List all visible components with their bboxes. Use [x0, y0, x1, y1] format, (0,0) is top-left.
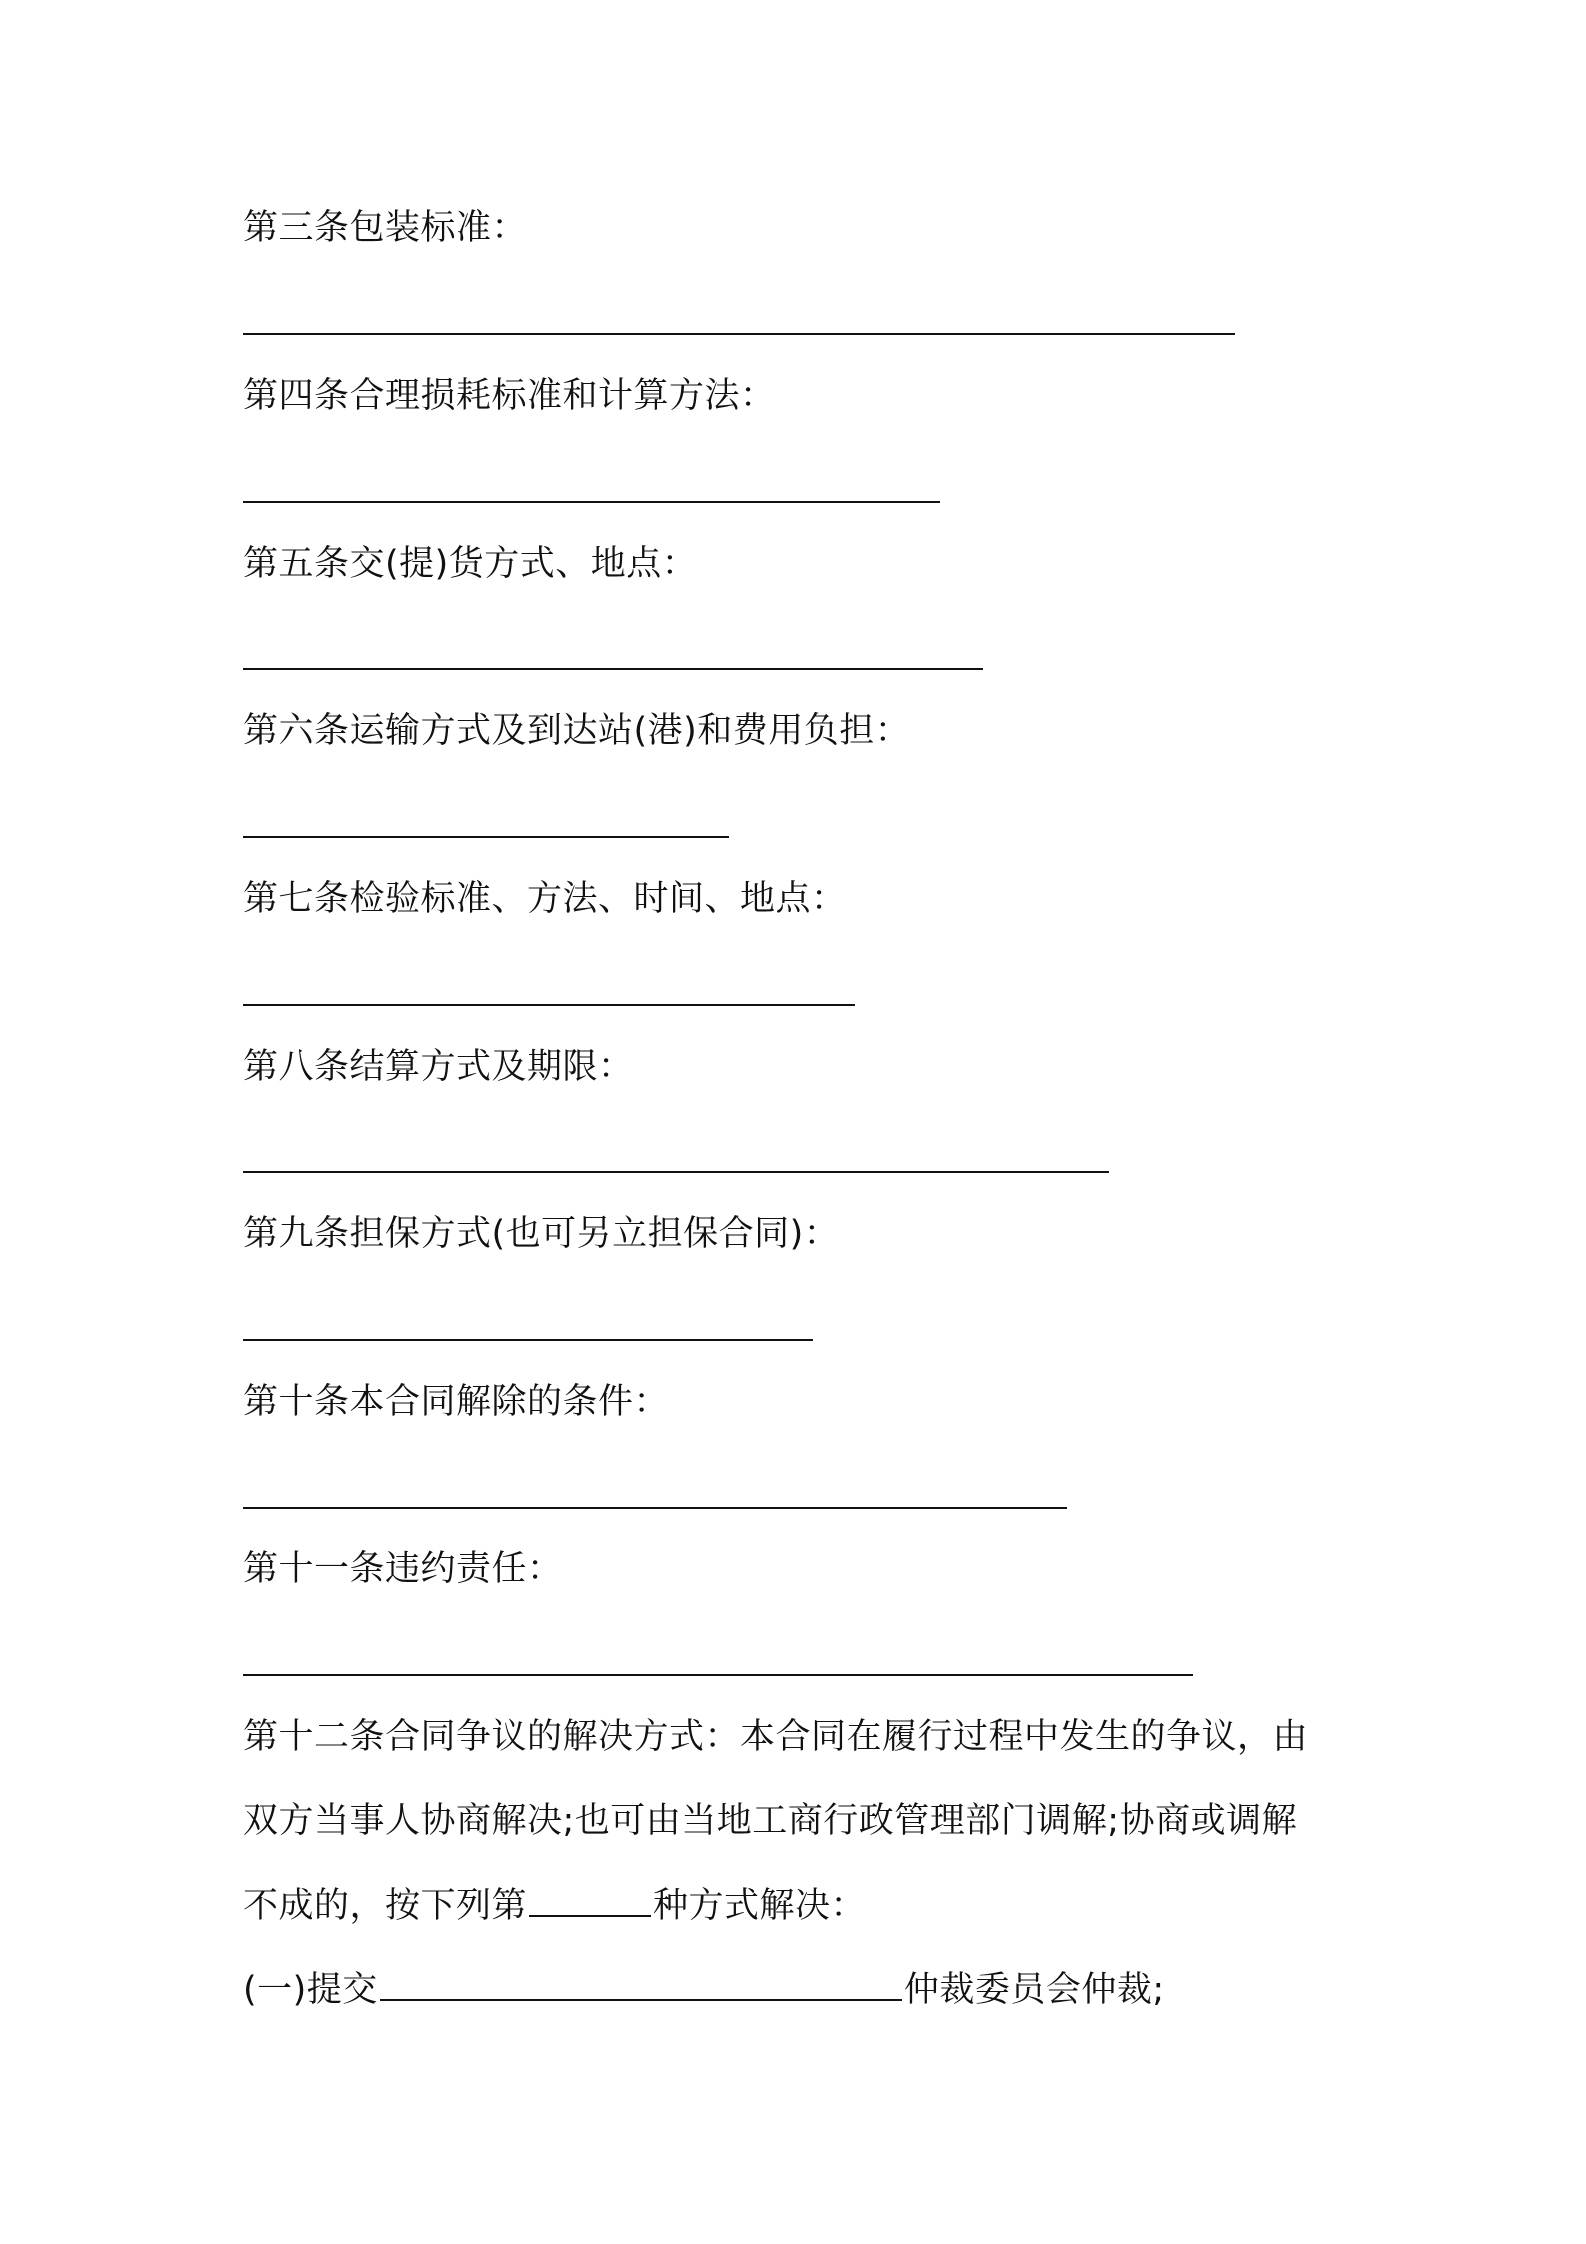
clause-3-blank[interactable]	[243, 333, 1235, 335]
arbitration-committee-blank[interactable]	[380, 1965, 902, 2001]
option-1-after: 仲裁委员会仲裁;	[903, 1970, 1165, 2010]
clause-12-method-number-blank[interactable]	[529, 1881, 651, 1917]
clause-4-heading: 第四条合理损耗标准和计算方法：	[243, 376, 776, 416]
clause-12-line-3-after: 种方式解决：	[653, 1886, 867, 1926]
clause-10-heading: 第十条本合同解除的条件：	[243, 1382, 670, 1422]
clause-3-heading: 第三条包装标准：	[243, 208, 528, 248]
clause-12-option-1	[243, 1965, 1165, 2014]
clause-11-blank[interactable]	[243, 1674, 1193, 1676]
clause-11-heading: 第十一条违约责任：	[243, 1549, 563, 1589]
clause-6-blank[interactable]	[243, 836, 729, 838]
clause-12-line-3-before: 不成的，按下列第	[243, 1886, 528, 1926]
clause-8-heading: 第八条结算方式及期限：	[243, 1047, 634, 1087]
clause-5-heading: 第五条交(提)货方式、地点：	[243, 544, 698, 584]
clause-12-line-1: 第十二条合同争议的解决方式：本合同在履行过程中发生的争议，由	[243, 1717, 1309, 1757]
clause-12-line-3	[243, 1881, 866, 1930]
clause-10-blank[interactable]	[243, 1507, 1067, 1509]
clause-8-blank[interactable]	[243, 1171, 1109, 1173]
clause-4-blank[interactable]	[243, 501, 940, 503]
clause-7-heading: 第七条检验标准、方法、时间、地点：	[243, 879, 847, 919]
clause-9-heading: 第九条担保方式(也可另立担保合同)：	[243, 1214, 840, 1254]
clause-7-blank[interactable]	[243, 1004, 855, 1006]
clause-9-blank[interactable]	[243, 1339, 813, 1341]
clause-6-heading: 第六条运输方式及到达站(港)和费用负担：	[243, 711, 911, 751]
clause-5-blank[interactable]	[243, 668, 983, 670]
option-1-before: (一)提交	[243, 1970, 378, 2010]
clause-12-line-2: 双方当事人协商解决;也可由当地工商行政管理部门调解;协商或调解	[243, 1801, 1298, 1841]
